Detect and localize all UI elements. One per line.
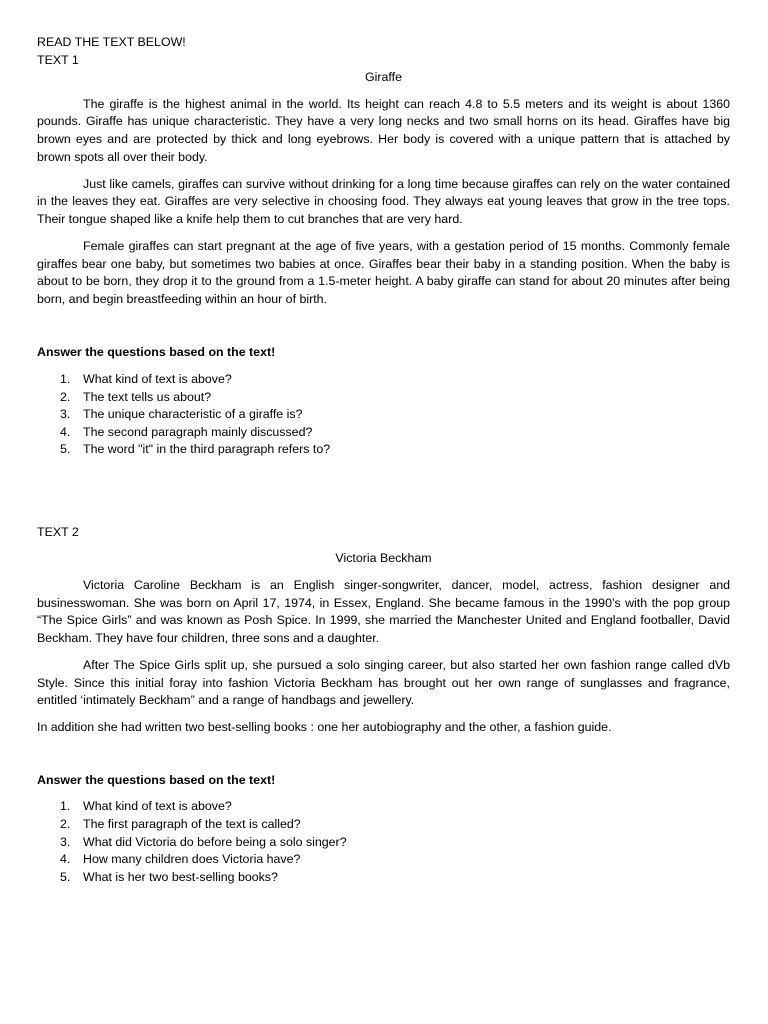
text1-question <box>37 441 730 459</box>
text1-question-list <box>37 371 730 459</box>
text2-question <box>37 816 730 834</box>
question-text: What kind of text is above? <box>83 371 232 386</box>
text1-questions-heading: Answer the questions based on the text! <box>37 345 276 360</box>
text1-title: Giraffe <box>365 70 402 85</box>
text1-question <box>37 371 730 389</box>
question-number: 3. <box>60 407 71 422</box>
text2-closing-paragraph: In addition she had written two best-selling books : one her autobiography and the other, a fashion guide. <box>37 720 612 735</box>
text2-paragraph-1: Victoria Caroline Beckham is an English singer-songwriter, dancer, model, actress, fashion designer and businesswoman. She was born on April 17, 1974, in Essex, England. She became famous in the 1990’s with the pop group “The Spice Girls” and was known as Posh Spice. In 1999, she married the Manchester United and England footballer, David Beckham. They have four children, three sons and a daughter. <box>37 578 730 645</box>
text2-question <box>37 834 730 852</box>
question-text: The second paragraph mainly discussed? <box>83 424 313 439</box>
question-text: The word "it" in the third paragraph refers to? <box>83 442 331 457</box>
question-number: 4. <box>60 852 71 867</box>
document-page <box>37 34 730 886</box>
question-text: How many children does Victoria have? <box>83 852 301 867</box>
text1-paragraph-3: Female giraffes can start pregnant at the age of five years, with a gestation period of 15 months. Commonly female giraffes bear one baby, but sometimes two babies at once. Giraffes bear their baby in a standing position. When the baby is about to be born, they drop it to the ground from a 1.5-meter height. A baby giraffe can stand for about 20 minutes after being born, and begin breastfeeding within an hour of birth. <box>37 238 730 306</box>
text1-paragraph-2: Just like camels, giraffes can survive without drinking for a long time because giraffes can rely on the water contained in the leaves they eat. Giraffes are very selective in choosing food. They always eat young leaves that grow in the tree tops. Their tongue shaped like a knife help them to cut branches that are very hard. <box>37 176 730 226</box>
question-text: What is her two best-selling books? <box>83 869 278 884</box>
text1-paragraph-1: The giraffe is the highest animal in the world. Its height can reach 4.8 to 5.5 meters and its weight is about 1360 pounds. Giraffe has unique characteristic. They have a very long necks and two small horns on its head. Giraffes have big brown eyes and are protected by thick and long eyebrows. Her body is covered with a unique pattern that is attached by brown spots all over their body. <box>37 96 730 164</box>
text1-label: TEXT 1 <box>37 52 79 67</box>
question-number: 1. <box>60 371 71 386</box>
question-number: 1. <box>60 799 71 814</box>
question-number: 5. <box>60 442 71 457</box>
question-text: What kind of text is above? <box>83 799 232 814</box>
question-text: The first paragraph of the text is called? <box>83 817 301 831</box>
instruction-line: READ THE TEXT BELOW! <box>37 35 186 49</box>
question-text: The text tells us about? <box>83 389 212 404</box>
text1-question <box>37 389 730 407</box>
text2-title: Victoria Beckham <box>335 551 432 566</box>
question-number: 5. <box>60 869 71 884</box>
text1-question <box>37 406 730 424</box>
text2-question-list <box>37 798 730 886</box>
question-number: 2. <box>60 389 71 404</box>
text2-question <box>37 798 730 816</box>
text2-questions-heading: Answer the questions based on the text! <box>37 772 276 787</box>
question-number: 4. <box>60 424 71 439</box>
text2-paragraph-2: After The Spice Girls split up, she pursued a solo singing career, but also started her own fashion range called dVb Style. Since this initial foray into fashion Victoria Beckham has brought out her own range of sunglasses and fragrance, entitled ‘intimately Beckham” and a range of handbags and jewellery. <box>37 657 730 708</box>
text2-question <box>37 869 730 887</box>
question-number: 2. <box>60 817 71 831</box>
text2-question <box>37 851 730 869</box>
text2-label: TEXT 2 <box>37 524 79 539</box>
question-text: The unique characteristic of a giraffe is? <box>83 407 303 422</box>
question-text: What did Victoria do before being a solo singer? <box>83 834 347 849</box>
question-number: 3. <box>60 834 71 849</box>
text1-question <box>37 424 730 442</box>
